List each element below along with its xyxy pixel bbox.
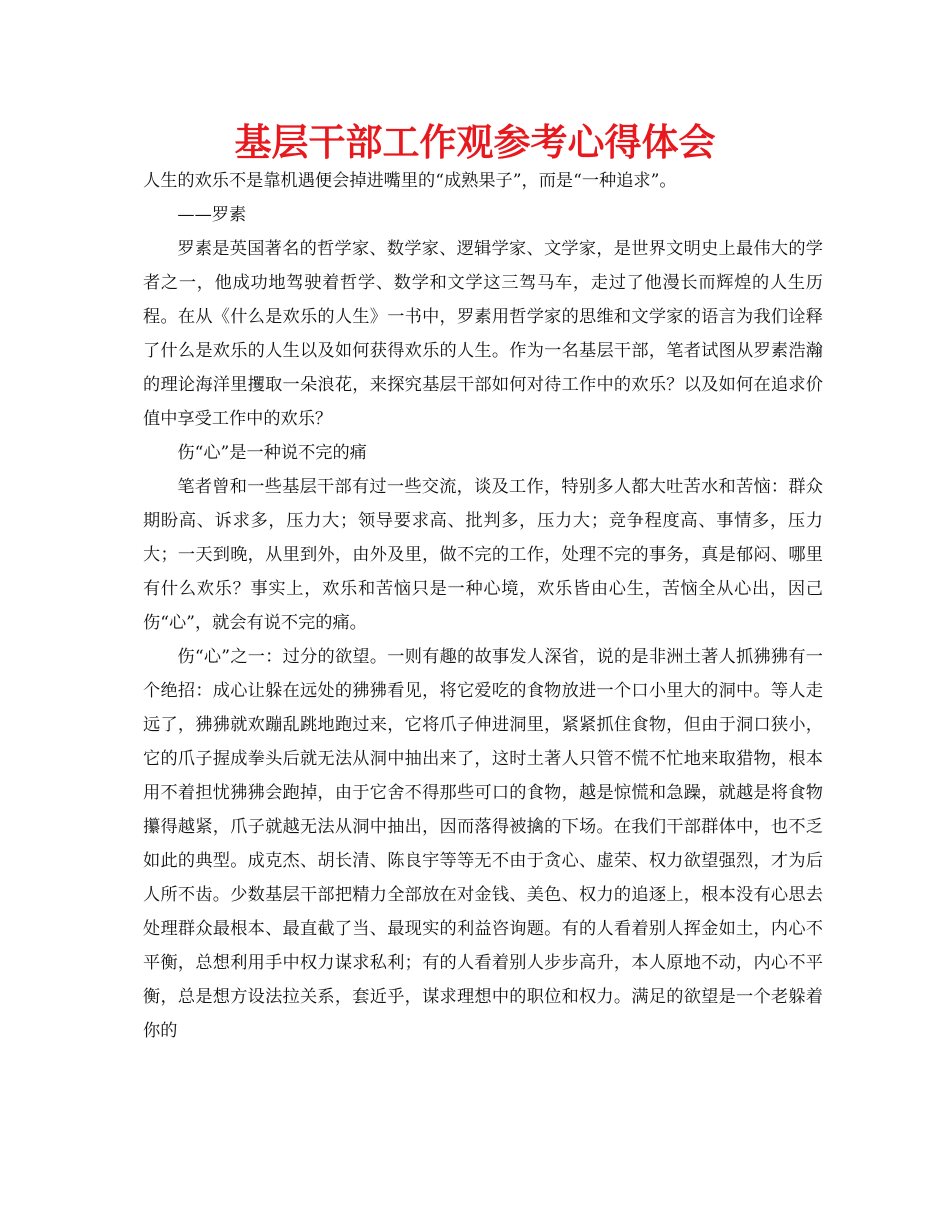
- epigraph-attribution: ——罗素: [177, 205, 247, 225]
- document-title: 基层干部工作观参考心得体会: [234, 121, 716, 164]
- body-paragraph: 罗素是英国著名的哲学家、数学家、逻辑学家、文学家，是世界文明史上最伟大的学者之一，他成功地驾驶着哲学、数学和文学这三驾马车，走过了他漫长而辉煌的人生历程。在从《什么是欢乐的人生》一书中，罗素用哲学家的思维和文学家的语言为我们诠释了什么是欢乐的人生以及如何获得欢乐的人生。作为一名基层干部，笔者试图从罗素浩瀚的理论海洋里攫取一朵浪花，来探究基层干部如何对待工作中的欢乐？以及如何在追求价值中享受工作中的欢乐？: [143, 239, 823, 429]
- body-paragraph: 笔者曾和一些基层干部有过一些交流，谈及工作，特别多人都大吐苦水和苦恼：群众期盼高、诉求多，压力大；领导要求高、批判多，压力大；竞争程度高、事情多，压力大；一天到晚，从里到外，由外及里，做不完的工作，处理不完的事务，真是郁闷、哪里有什么欢乐？事实上，欢乐和苦恼只是一种心境，欢乐皆由心生，苦恼全从心出，因己伤“心”，就会有说不完的痛。: [143, 477, 823, 633]
- body-paragraph: 伤“心”之一：过分的欲望。一则有趣的故事发人深省，说的是非洲土著人抓狒狒有一个绝招：成心让躲在远处的狒狒看见，将它爱吃的食物放进一个口小里大的洞中。等人走远了，狒狒就欢蹦乱跳地跑过来，它将爪子伸进洞里，紧紧抓住食物，但由于洞口狭小，它的爪子握成拳头后就无法从洞中抽出来了，这时土著人只管不慌不忙地来取猎物，根本用不着担忧狒狒会跑掉，由于它舍不得那些可口的食物，越是惊慌和急躁，就越是将食物攥得越紧，爪子就越无法从洞中抽出，因而落得被擒的下场。在我们干部群体中，也不乏如此的典型。成克杰、胡长清、陈良宇等等无不由于贪心、虚荣、权力欲望强烈，才为后人所不齿。少数基层干部把精力全部放在对金钱、美色、权力的追逐上，根本没有心思去处理群众最根本、最直截了当、最现实的利益咨询题。有的人看着别人挥金如土，内心不平衡，总想利用手中权力谋求私利；有的人看着别人步步高升，本人原地不动，内心不平衡，总是想方设法拉关系，套近乎，谋求理想中的职位和权力。满足的欲望是一个老躲着你的: [143, 647, 823, 1041]
- epigraph-quote: 人生的欢乐不是靠机遇便会掉进嘴里的“成熟果子”，而是“一种追求”。: [143, 171, 677, 191]
- section-heading: 伤“心”是一种说不完的痛: [177, 443, 367, 463]
- document-body: [143, 164, 823, 1048]
